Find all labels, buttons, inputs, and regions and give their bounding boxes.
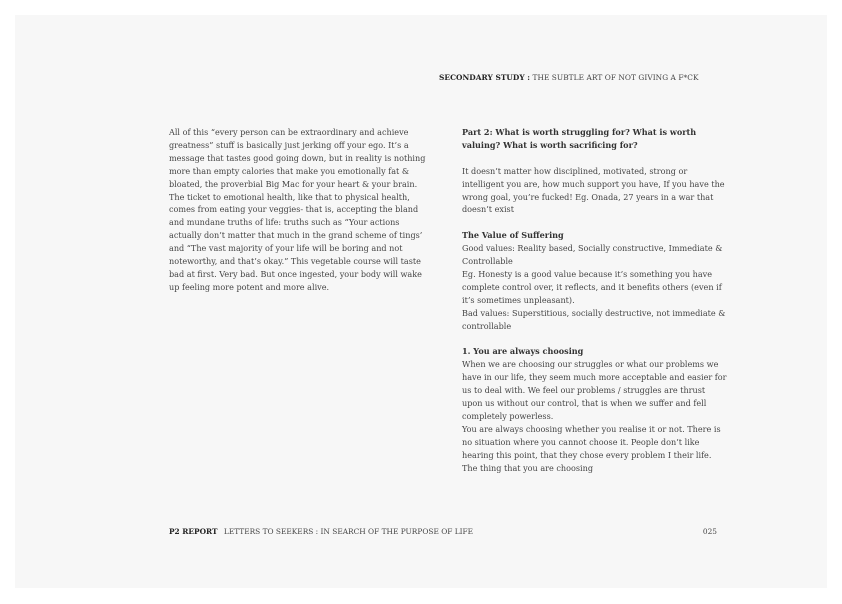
left-paragraph: All of this “every person can be extraordinary and achieve greatness” stuff is basically just jerking off your ego. It’s a message that tastes good going down, but in reality is nothing more than empty calories that make you emotionally fat & bloated, the proverbial Big Mac for your heart & your brain. The ticket to emotional health, like that to physical health, comes from eating your veggies- that is, accepting the bland and mundane truths of life: truths such as “Your actions actually don’t matter that much in the grand scheme of tings’ and “The vast majority of your life will be boring and not noteworthy, and that’s okay.” This vegetable course will taste bad at first. Very bad. But once ingested, your body will wake up feeling more potent and more alive.	[169, 127, 426, 292]
example-paragraph: Eg. Honesty is a good value because it’s something you have complete control over, it reflects, and it benefits others (even if it’s sometimes unpleasant).	[462, 268, 722, 305]
left-column	[169, 126, 431, 294]
footer-label: P2 REPORT	[169, 527, 218, 536]
intro-paragraph: It doesn’t matter how disciplined, motivated, strong or intelligent you are, how much support you have, If you have the wrong goal, you’re fucked! Eg. Onada, 27 years in a war that doesn’t exist	[462, 165, 725, 215]
choosing-paragraph-1: When we are choosing our struggles or what our problems we have in our life, they seem much more acceptable and easier for us to deal with. We feel our problems / struggles are thrust upon us without our control, that is when we suffer and fell completely powerless.	[462, 359, 727, 421]
page-number: 025	[702, 527, 717, 536]
part-heading: Part 2: What is worth struggling for? What is worth valuing? What is worth sacrificing for?	[462, 127, 697, 150]
footer-title: LETTERS TO SEEKERS : IN SEARCH OF THE PURPOSE OF LIFE	[223, 527, 474, 536]
header-section: SECONDARY STUDY :	[439, 73, 531, 82]
good-values: Good values: Reality based, Socially constructive, Immediate & Controllable	[462, 243, 723, 267]
choosing-paragraph-2: You are always choosing whether you realise it or not. There is no situation where you cannot choose it. People don’t like hearing this point, that they chose every problem I their life. The thing that you are choosing	[462, 423, 721, 473]
running-header	[439, 73, 729, 82]
header-title: THE SUBTLE ART OF NOT GIVING A F*CK	[532, 73, 699, 82]
running-footer	[169, 527, 717, 536]
value-heading: The Value of Suffering	[462, 230, 564, 241]
right-column	[462, 126, 727, 474]
choosing-heading: 1. You are always choosing	[462, 346, 584, 357]
bad-values: Bad values: Superstitious, socially destructive, not immediate & controllable	[462, 307, 726, 331]
